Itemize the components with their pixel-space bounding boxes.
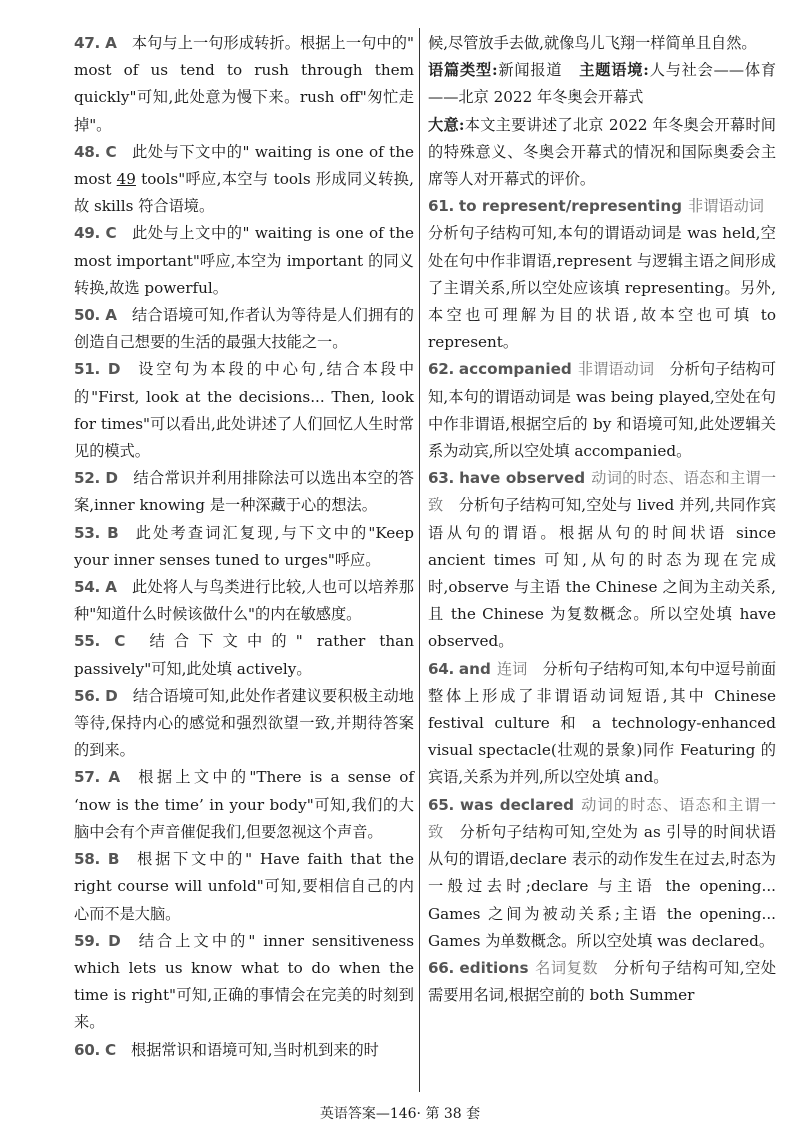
column-divider: [419, 28, 420, 1092]
answer-key: have observed: [459, 469, 586, 488]
blank-number: 49: [116, 170, 136, 189]
answer-item: [74, 520, 414, 574]
answer-item: [74, 1037, 414, 1064]
explanation-text: 结合语境可知,作者认为等待是人们拥有的创造自己想要的生活的最强大技能之一。: [74, 306, 414, 352]
answer-number: 47. A: [74, 34, 117, 52]
theme-label: 主题语境:: [579, 61, 649, 80]
explanation-text: 分析句子结构可知,空处与 lived 并列,共同作宾语从句的谓语。根据从句的时间状语 since ancient times 可知,从句的时态为现在完成时,observe 与主语 the Chinese 之间为主动关系,且 the Chinese 为复数概念。所以空处填 have observed。: [428, 496, 777, 651]
answer-number: 65.: [428, 795, 455, 814]
explanation-text: 此处与下文中的" waiting is one of the most: [74, 142, 414, 189]
answer-number: 64.: [428, 659, 455, 678]
left-column: [74, 30, 414, 1064]
answer-number: 50. A: [74, 306, 117, 325]
answer-number: 53. B: [74, 523, 119, 542]
answer-item: [428, 955, 776, 1009]
answer-item: [428, 193, 776, 356]
explanation-text: 结合常识并利用排除法可以选出本空的答案,inner knowing 是一种深藏于心的想法。: [74, 469, 414, 515]
explanation-text: 根据下文中的" Have faith that the right course will unfold"可知,要相信自己的内心而不是大脑。: [74, 850, 414, 923]
answer-item: [428, 465, 776, 655]
explanation-text: 分析句子结构可知,空处需要用名词,根据空前的 both Summer: [428, 958, 777, 1005]
explanation-text: 本句与上一句形成转折。根据上一句中的" most of us tend to rush through them quickly"可知,此处意为慢下来。rush off"匆忙走掉"。: [74, 34, 414, 134]
answer-number: 61.: [428, 197, 455, 216]
explanation-text: 分析句子结构可知,空处为 as 引导的时间状语从句的谓语,declare 表示的动作发生在过去,时态为一般过去时;declare 与主语 the opening... Games 之间为被动关系;主语 the opening... Games 为单数概念。所以空处填 was declared。: [428, 822, 776, 950]
explanation-text: 根据上文中的"There is a sense of ‘now is the time’ in your body"可知,我们的大脑中会有个声音催促我们,但要忽视这个声音。: [74, 768, 414, 841]
grammar-point-tag: 名词复数: [534, 958, 599, 977]
explanation-text: 分析句子结构可知,本句中逗号前面整体上形成了非谓语动词短语,其中 Chinese festival culture 和 a technology-enhanced visual spectacle(壮观的景象)同作 Featuring 的宾语,关系为并列,所以空处填 and。: [428, 659, 777, 787]
answer-key: to represent/representing: [458, 197, 682, 216]
explanation-text: 此处与上文中的" waiting is one of the most important"呼应,本空为 important 的同义转换,故选 powerful。: [74, 224, 414, 297]
passage-type-label: 语篇类型:: [428, 61, 498, 80]
answer-number: 55. C: [74, 632, 126, 651]
answer-item: [428, 656, 776, 792]
explanation-text: 此处将人与鸟类进行比较,人也可以培养那种"知道什么时候该做什么"的内在敏感度。: [74, 578, 414, 624]
right-answer-list: [428, 193, 776, 1009]
answer-item: [74, 139, 414, 221]
answer-key: accompanied: [458, 360, 572, 379]
grammar-point-tag: 非谓语动词: [688, 197, 764, 216]
continued-explanation: 候,尽管放手去做,就像鸟儿飞翔一样简单且自然。: [428, 34, 757, 52]
answer-key: was declared: [460, 795, 575, 814]
explanation-text: tools"呼应,本空与 tools 形成同义转换,故 skills 符合语境。: [74, 170, 414, 216]
answer-number: 56. D: [74, 686, 118, 705]
answer-number: 62.: [428, 360, 455, 379]
theme-value: 人与社会——体育——北京 2022 年冬奥会开幕式: [428, 61, 777, 107]
grammar-point-tag: 连词: [496, 659, 528, 678]
answer-number: 57. A: [74, 768, 120, 787]
answer-item: [74, 628, 414, 682]
answer-item: [74, 764, 414, 846]
answer-number: 48. C: [74, 142, 117, 161]
explanation-text: 结合下文中的" rather than passively"可知,此处填 actively。: [74, 632, 414, 678]
answer-number: 63.: [428, 469, 455, 488]
answer-item: [428, 356, 776, 465]
grammar-point-tag: 动词的时态、语态和主谓一致: [428, 469, 777, 515]
answer-number: 52. D: [74, 469, 118, 488]
answer-key: editions: [459, 958, 529, 977]
explanation-text: 分析句子结构可知,本句的谓语动词是 was being played,空处在句中作非谓语,根据空后的 by 和语境可知,此处逻辑关系为动宾,所以空处填 accompanied。: [428, 360, 777, 461]
right-column: [428, 30, 776, 1009]
answer-number: 59. D: [74, 931, 121, 950]
summary: [428, 112, 776, 194]
answer-item: [74, 30, 414, 139]
explanation-text: 设空句为本段的中心句,结合本段中的"First, look at the decisions... Then, look for times"可以看出,此处讲述了人们回忆人生时常见的模式。: [74, 360, 415, 461]
explanation-text: 分析句子结构可知,本句的谓语动词是 was held,空处在句中作非谓语,represent 与逻辑主语之间形成了主谓关系,所以空处应该填 representing。另外,本空也可理解为目的状语,故本空也可填 to represent。: [428, 224, 776, 352]
answer-item: [74, 220, 414, 302]
answer-item: [74, 683, 414, 765]
answer-number: 49. C: [74, 224, 117, 243]
answer-number: 54. A: [74, 578, 117, 597]
answer-number: 66.: [428, 958, 455, 977]
answer-item: [74, 846, 414, 928]
answer-key: and: [458, 659, 491, 678]
answer-item: [74, 928, 414, 1037]
answer-item: [74, 465, 414, 519]
summary-label: 大意:: [428, 115, 465, 134]
explanation-text: 此处考查词汇复现,与下文中的"Keep your inner senses tuned to urges"呼应。: [74, 523, 414, 569]
passage-type-value: 新闻报道: [497, 61, 563, 80]
answer-number: 51. D: [74, 360, 121, 379]
answer-item: [74, 574, 414, 628]
grammar-point-tag: 非谓语动词: [577, 360, 655, 379]
answer-item: [74, 302, 414, 356]
summary-value: 本文主要讲述了北京 2022 年冬奥会开幕时间的特殊意义、冬奥会开幕式的情况和国际奥委会主席等人对开幕式的评价。: [428, 115, 776, 189]
answer-number: 58. B: [74, 850, 120, 869]
passage-type: [428, 57, 776, 111]
answer-number: 60. C: [74, 1040, 116, 1059]
explanation-text: 结合语境可知,此处作者建议要积极主动地等待,保持内心的感觉和强烈欲望一致,并期待答案的到来。: [74, 686, 414, 760]
grammar-point-tag: 动词的时态、语态和主谓一致: [428, 795, 777, 841]
page-footer: 英语答案—146· 第 38 套: [319, 1106, 481, 1122]
answer-item: [74, 356, 414, 465]
explanation-text: 结合上文中的" inner sensitiveness which lets us know what to do when the time is right"可知,正确的事情会在完美的时刻到来。: [74, 931, 414, 1032]
answer-item: [428, 792, 776, 955]
explanation-text: 根据常识和语境可知,当时机到来的时: [131, 1040, 379, 1059]
